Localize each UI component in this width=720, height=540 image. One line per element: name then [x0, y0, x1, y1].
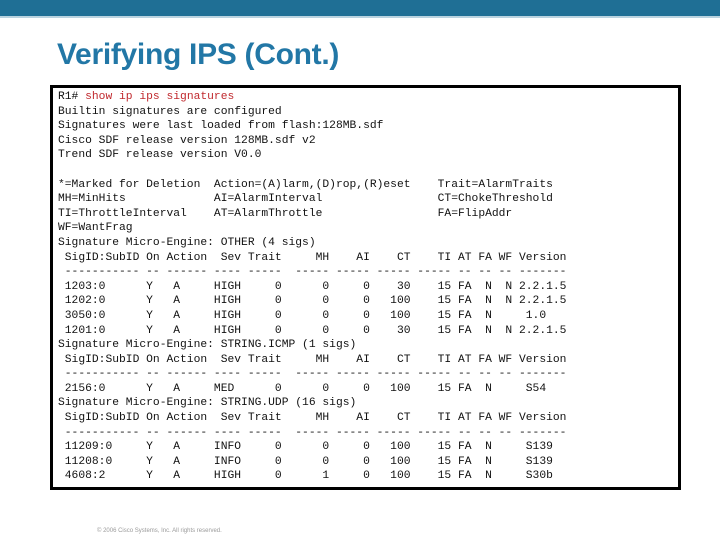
header-bar	[0, 0, 720, 16]
command-text: show ip ips signatures	[85, 91, 235, 103]
terminal-line: SigID:SubID On Action Sev Trait MH AI CT TI AT FA WF Version	[58, 412, 567, 425]
output-lines	[58, 105, 678, 484]
terminal-line: WF=WantFrag	[58, 222, 133, 235]
terminal-line: 1202:0 Y A HIGH 0 0 0 100 15 FA N N 2.2.1.5	[58, 295, 567, 308]
terminal-line: Trend SDF release version V0.0	[58, 149, 262, 162]
terminal-line: 1203:0 Y A HIGH 0 0 0 30 15 FA N N 2.2.1.5	[58, 280, 567, 293]
terminal-line: MH=MinHits AI=AlarmInterval CT=ChokeThreshold	[58, 193, 553, 206]
terminal-line: Signatures were last loaded from flash:128MB.sdf	[58, 120, 384, 133]
terminal-output	[50, 85, 681, 490]
terminal-line: ----------- -- ------ ---- ----- ----- ----- ----- ----- -- -- -- -------	[58, 426, 567, 439]
terminal-line: Signature Micro-Engine: STRING.UDP (16 sigs)	[58, 397, 357, 410]
terminal-line: *=Marked for Deletion Action=(A)larm,(D)rop,(R)eset Trait=AlarmTraits	[58, 178, 553, 191]
terminal-line: 3050:0 Y A HIGH 0 0 0 100 15 FA N 1.0	[58, 309, 547, 322]
terminal-line: Signature Micro-Engine: OTHER (4 sigs)	[58, 236, 316, 249]
copyright-text: © 2006 Cisco Systems, Inc. All rights reserved.	[97, 528, 222, 534]
terminal-line: ----------- -- ------ ---- ----- ----- ----- ----- ----- -- -- -- -------	[58, 266, 567, 279]
terminal-line: 1201:0 Y A HIGH 0 0 0 30 15 FA N N 2.2.1.5	[58, 324, 567, 337]
terminal-line: ----------- -- ------ ---- ----- ----- ----- ----- ----- -- -- -- -------	[58, 368, 567, 381]
terminal-line: TI=ThrottleInterval AT=AlarmThrottle FA=FlipAddr	[58, 207, 513, 220]
terminal-line: SigID:SubID On Action Sev Trait MH AI CT TI AT FA WF Version	[58, 251, 567, 264]
prompt: R1#	[58, 91, 86, 103]
terminal-line: 2156:0 Y A MED 0 0 0 100 15 FA N S54	[58, 382, 547, 395]
terminal-line: 4608:2 Y A HIGH 0 1 0 100 15 FA N S30b	[58, 470, 553, 483]
terminal-line: 11208:0 Y A INFO 0 0 0 100 15 FA N S139	[58, 455, 553, 468]
terminal-line: Signature Micro-Engine: STRING.ICMP (1 sigs)	[58, 339, 357, 352]
command-line	[58, 90, 678, 105]
terminal-line: Builtin signatures are configured	[58, 105, 282, 118]
terminal-line: 11209:0 Y A INFO 0 0 0 100 15 FA N S139	[58, 441, 553, 454]
slide-title: Verifying IPS (Cont.)	[57, 38, 340, 71]
terminal-line: Cisco SDF release version 128MB.sdf v2	[58, 134, 316, 147]
terminal-line	[58, 163, 678, 178]
terminal-line: SigID:SubID On Action Sev Trait MH AI CT TI AT FA WF Version	[58, 353, 567, 366]
